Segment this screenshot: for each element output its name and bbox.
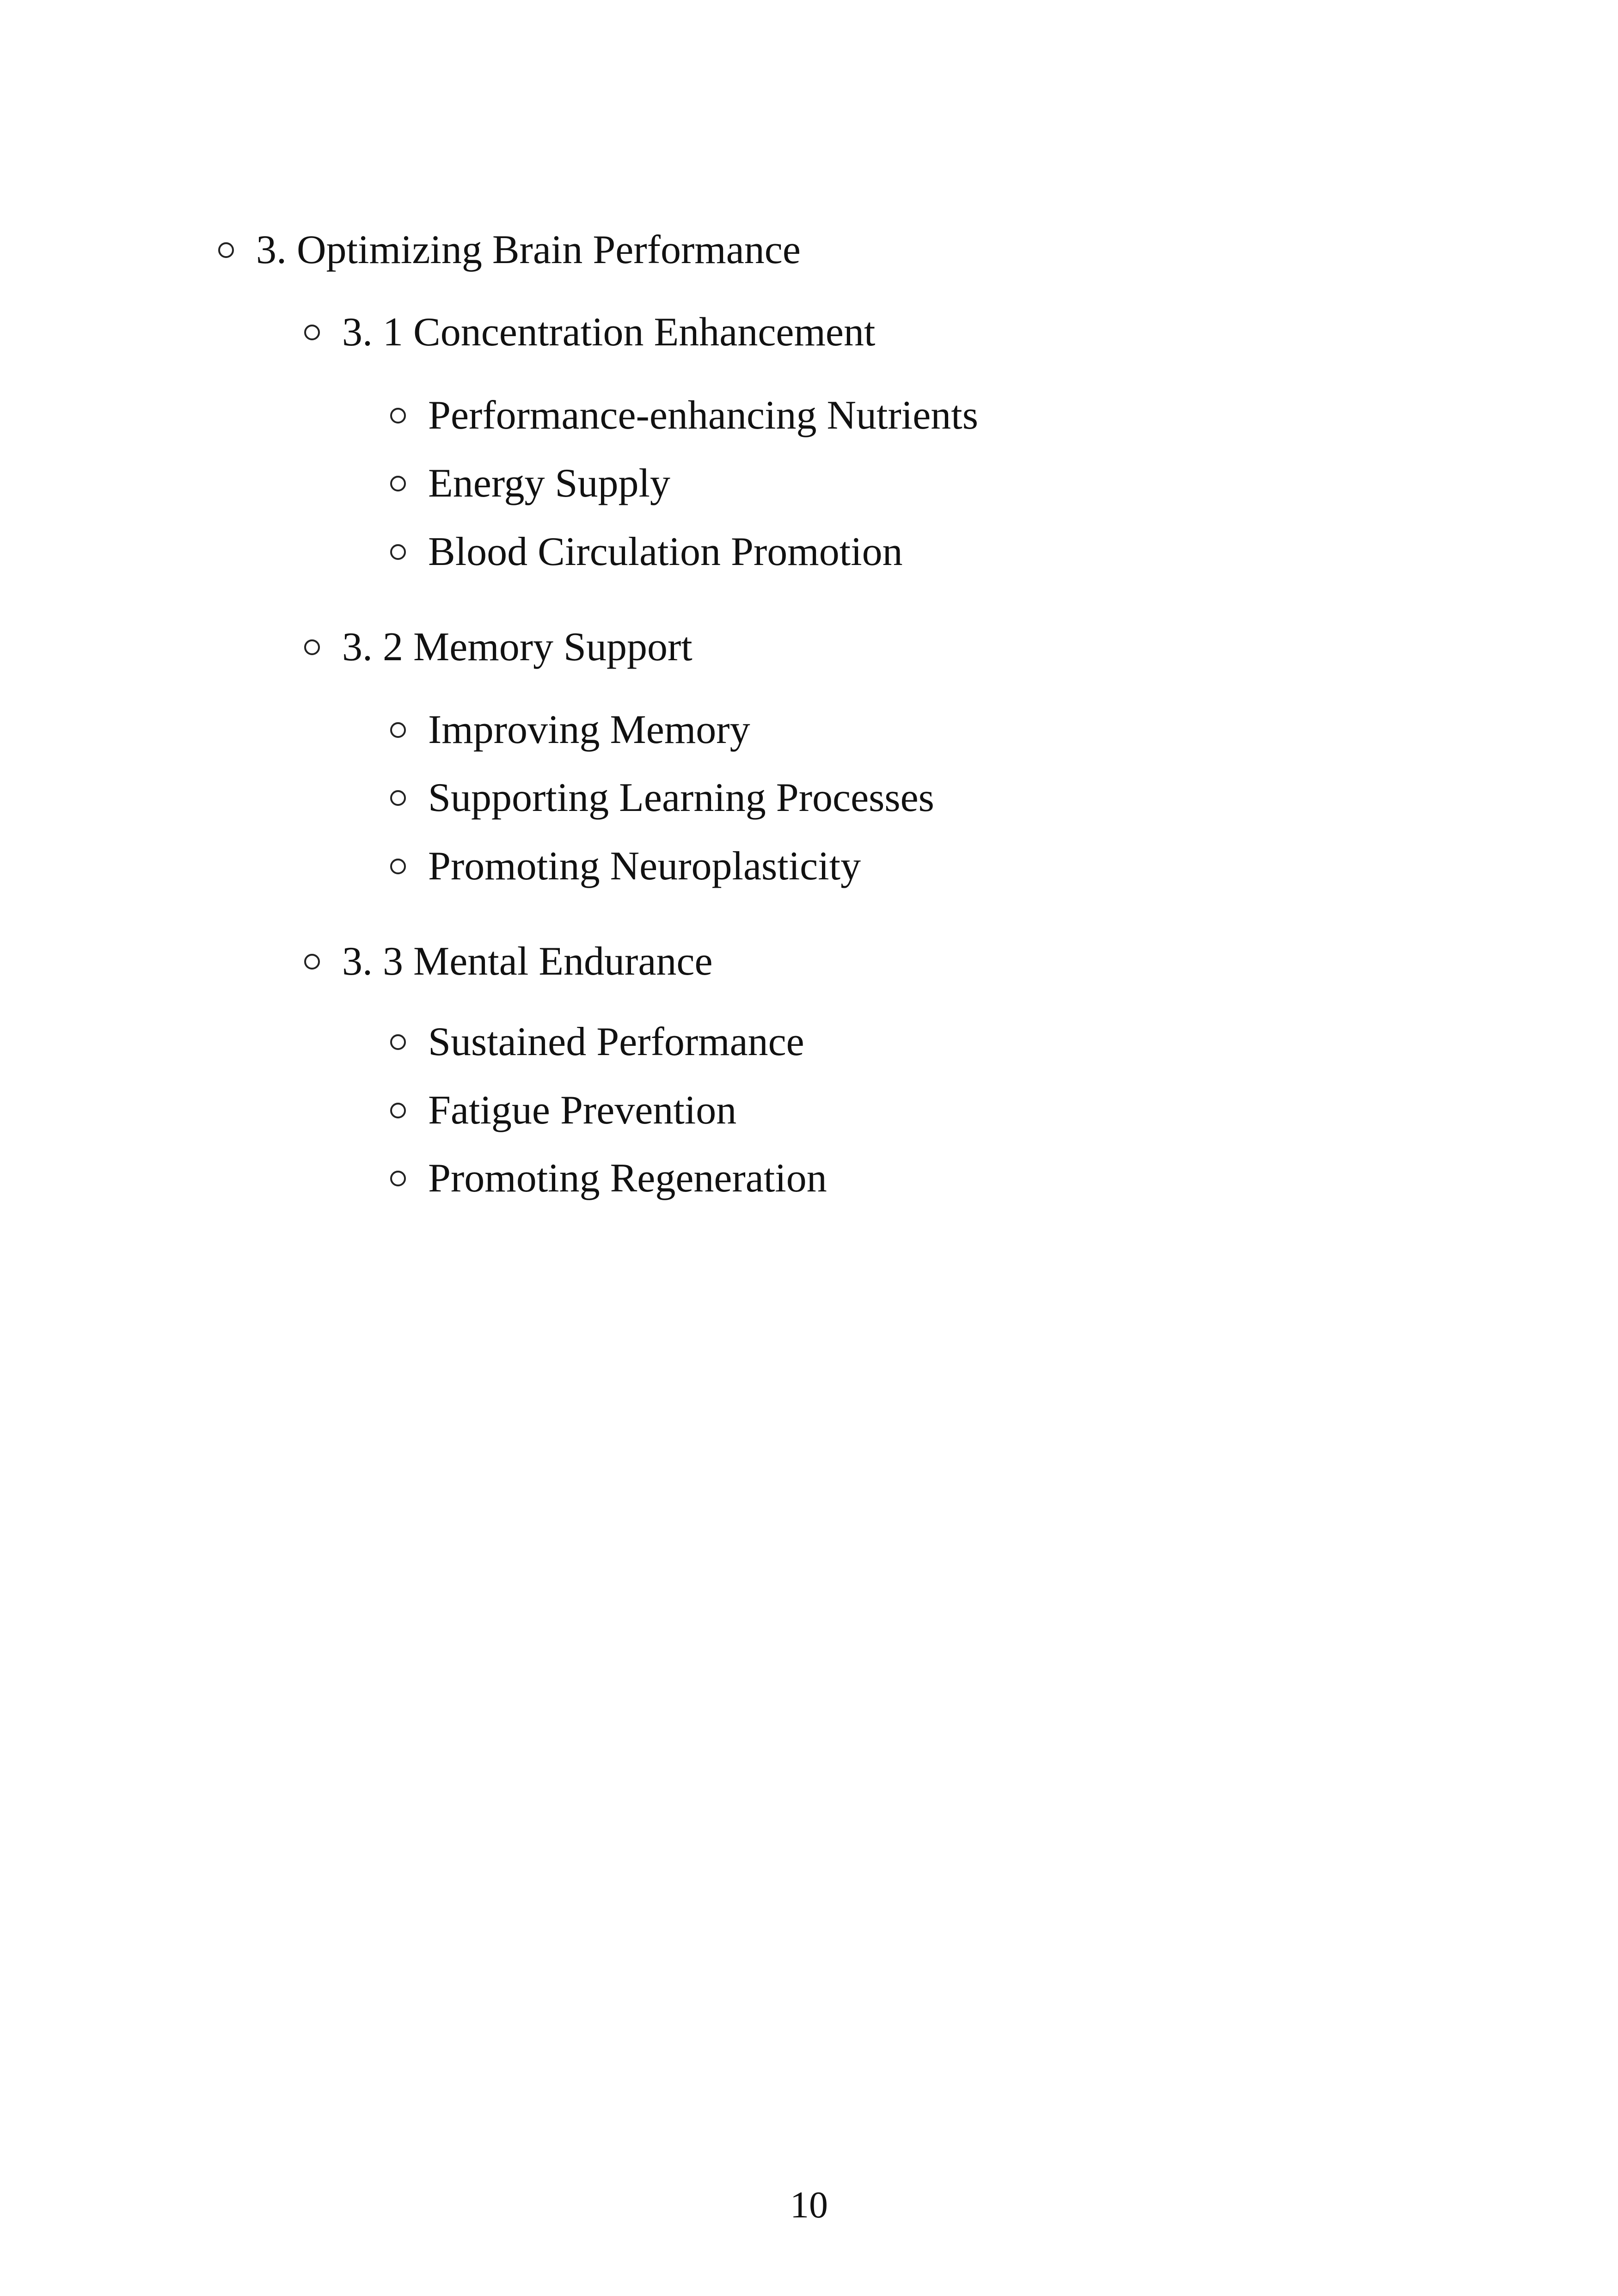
hollow-circle-bullet-icon: [390, 408, 406, 424]
hollow-circle-bullet-icon: [390, 476, 406, 491]
outline-section-3: [218, 227, 801, 272]
outline-item-label: Improving Memory: [428, 707, 750, 752]
outline-item: [390, 463, 670, 504]
hollow-circle-bullet-icon: [304, 639, 320, 655]
outline-item: [390, 707, 750, 752]
hollow-circle-bullet-icon: [390, 859, 406, 874]
outline-subsection-3-3: [304, 941, 713, 982]
hollow-circle-bullet-icon: [390, 722, 406, 738]
outline-item: [390, 1158, 827, 1199]
hollow-circle-bullet-icon: [390, 790, 406, 806]
subsection-heading: 3. 2 Memory Support: [342, 625, 693, 669]
outline-item-label: Energy Supply: [428, 461, 670, 506]
outline-item: [390, 1090, 736, 1131]
subsection-heading: 3. 3 Mental Endurance: [342, 939, 713, 984]
outline-item-label: Sustained Performance: [428, 1019, 804, 1064]
outline-item: [390, 846, 861, 887]
section-heading: 3. Optimizing Brain Performance: [256, 227, 801, 272]
outline-item-label: Blood Circulation Promotion: [428, 529, 903, 574]
outline-item-label: Promoting Neuroplasticity: [428, 844, 861, 889]
outline-item: [390, 1019, 804, 1064]
hollow-circle-bullet-icon: [390, 1171, 406, 1186]
outline-item: [390, 775, 934, 820]
outline-item-label: Promoting Regeneration: [428, 1156, 827, 1201]
outline-item-label: Fatigue Prevention: [428, 1088, 737, 1133]
hollow-circle-bullet-icon: [304, 954, 320, 970]
hollow-circle-bullet-icon: [304, 325, 320, 340]
outline-subsection-3-2: [304, 627, 693, 668]
outline-subsection-3-1: [304, 312, 875, 353]
outline-item-label: Supporting Learning Processes: [428, 775, 934, 820]
outline-item-label: Performance-enhancing Nutrients: [428, 393, 978, 438]
hollow-circle-bullet-icon: [218, 242, 234, 258]
outline-item: [390, 529, 903, 574]
hollow-circle-bullet-icon: [390, 1034, 406, 1050]
outline-item: [390, 395, 978, 436]
hollow-circle-bullet-icon: [390, 544, 406, 560]
hollow-circle-bullet-icon: [390, 1103, 406, 1118]
page-number: 10: [790, 2184, 828, 2226]
subsection-heading: 3. 1 Concentration Enhancement: [342, 310, 876, 355]
